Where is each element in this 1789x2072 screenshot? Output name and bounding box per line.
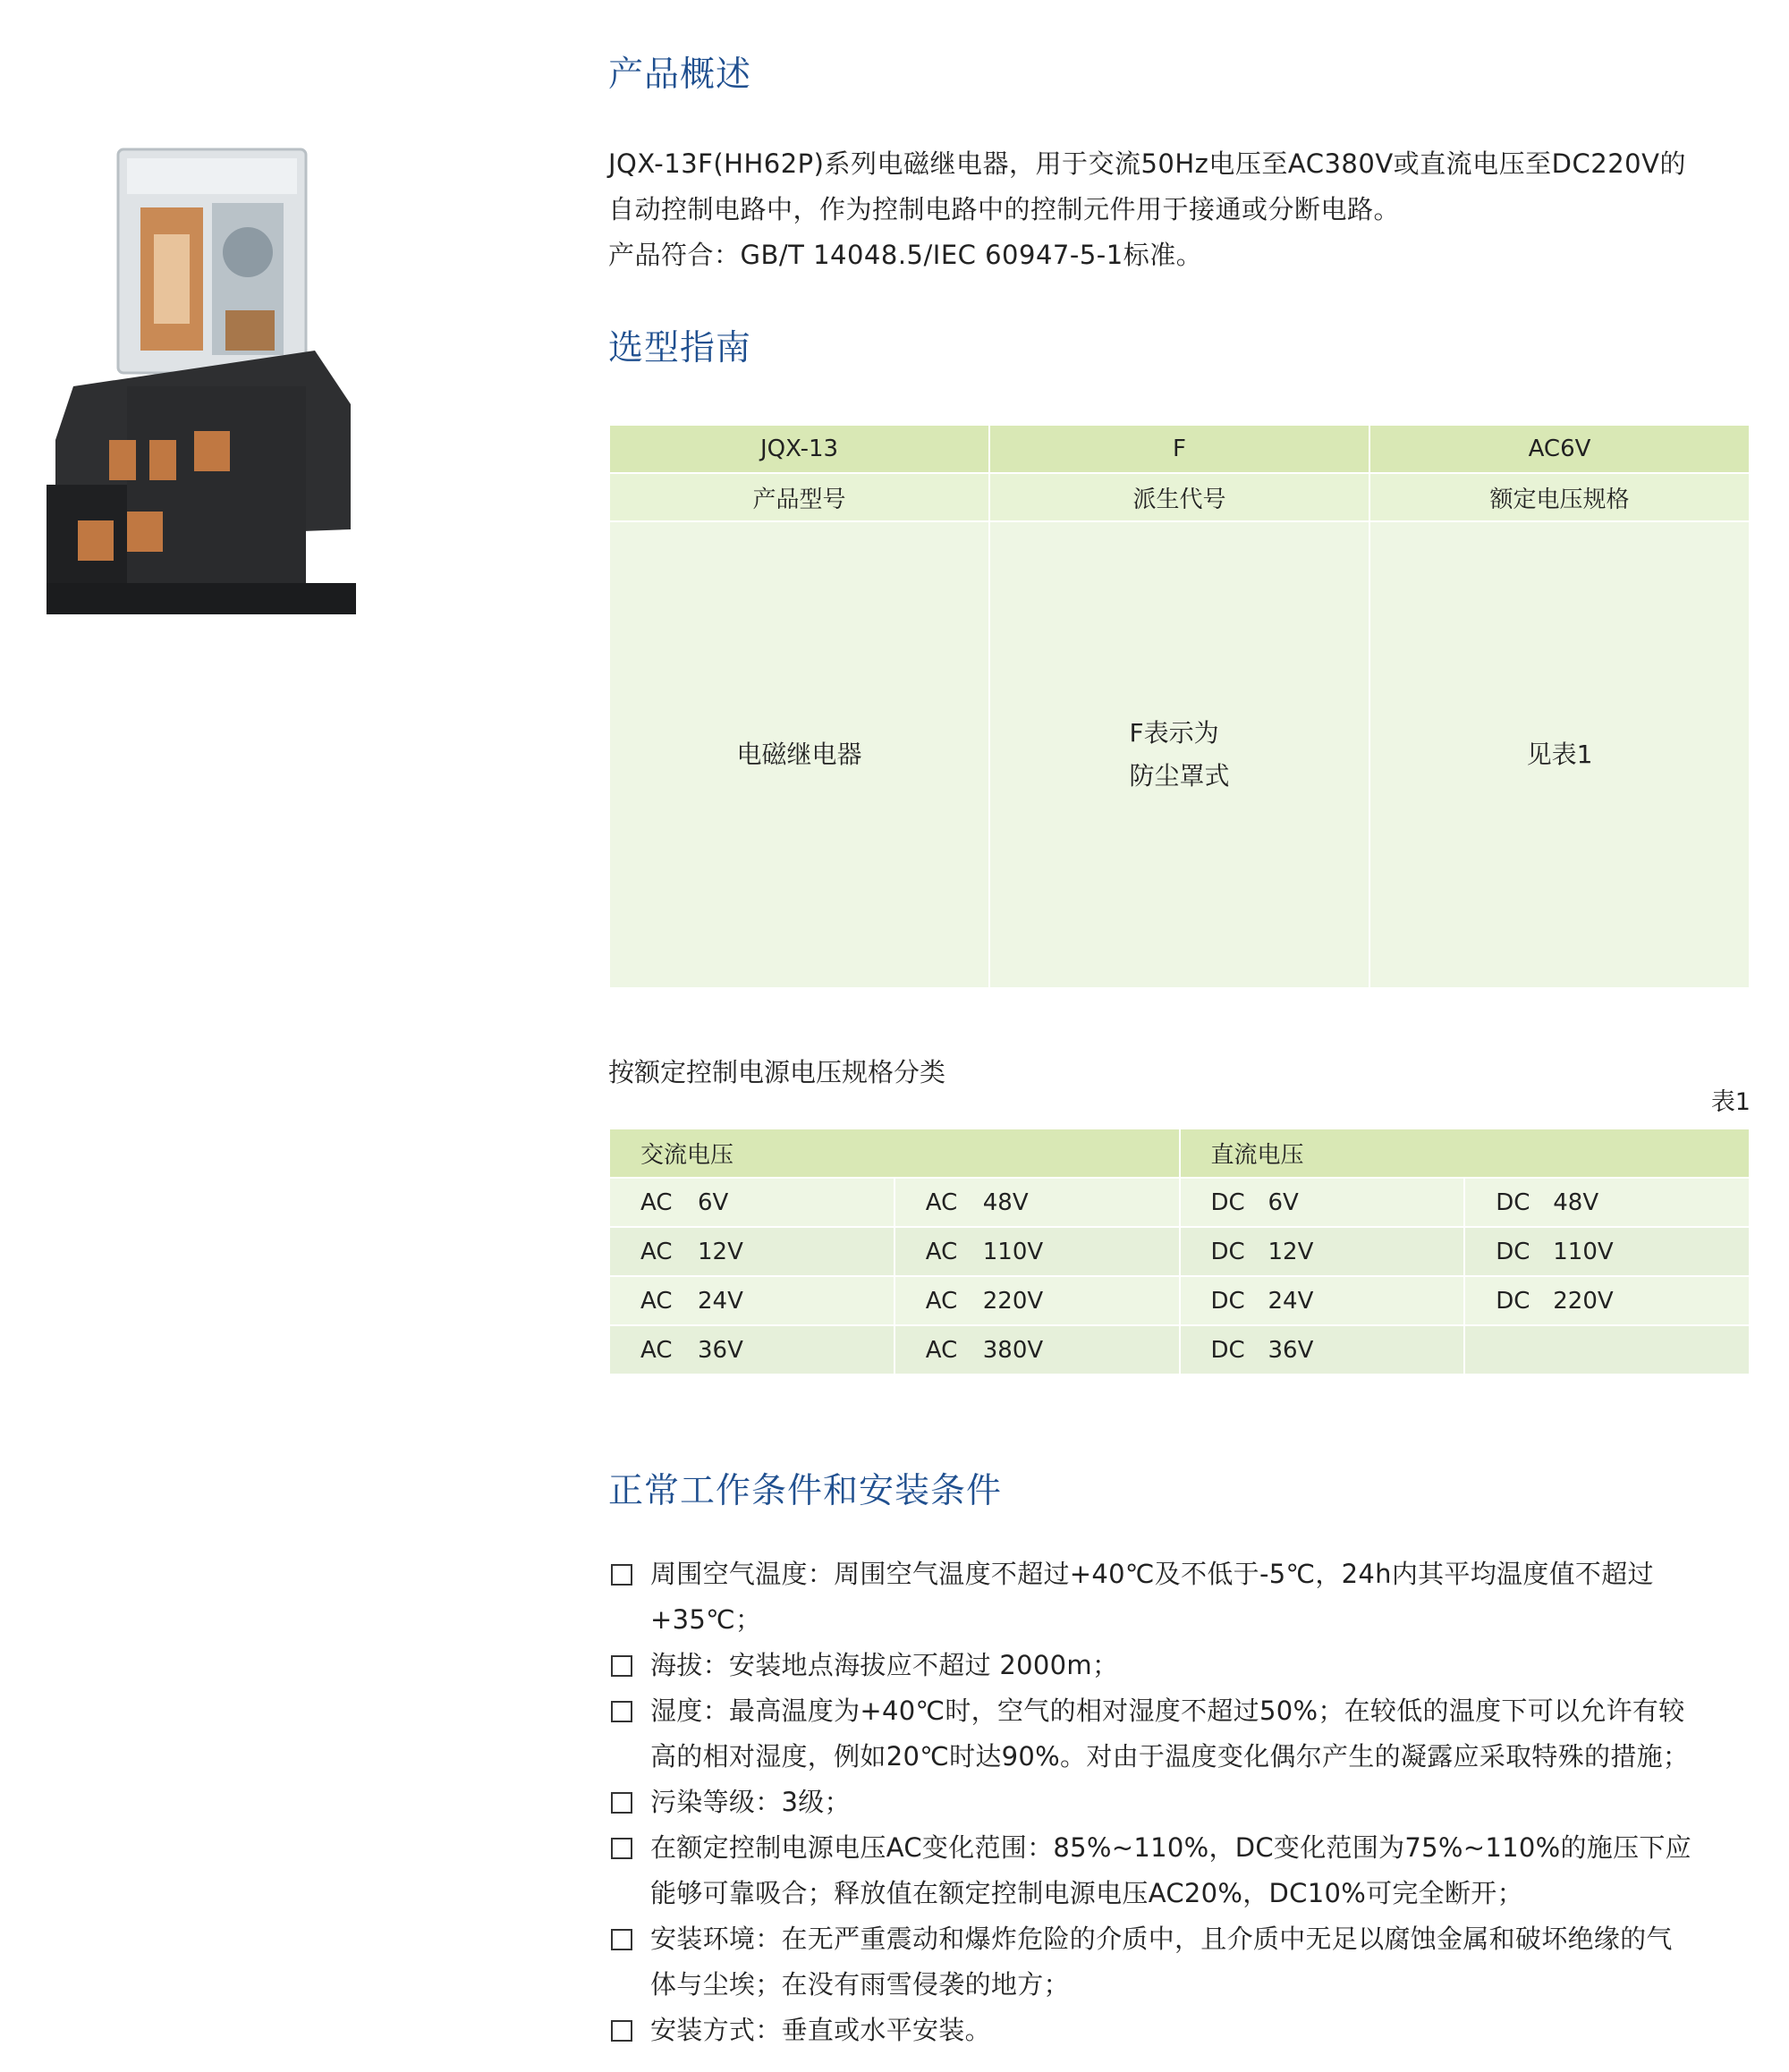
voltage-cell: AC 24V bbox=[609, 1276, 894, 1325]
voltage-desc: 见表1 bbox=[1526, 740, 1593, 769]
voltage-cell: AC 12V bbox=[609, 1227, 894, 1276]
model-desc-cell bbox=[609, 521, 989, 987]
voltage-cell: AC 36V bbox=[609, 1325, 894, 1374]
selection-heading: 选型指南 bbox=[608, 328, 752, 368]
voltage-code-cell: AC6V bbox=[1369, 426, 1750, 473]
voltage-table-title: 按额定控制电源电压规格分类 bbox=[608, 1057, 946, 1087]
voltage-cell: AC 6V bbox=[609, 1178, 894, 1227]
voltage-table bbox=[608, 1128, 1751, 1375]
voltage-cell-empty bbox=[1464, 1325, 1750, 1374]
model-label-cell: 产品型号 bbox=[609, 473, 989, 521]
overview-line: 产品符合：GB/T 14048.5/IEC 60947-5-1标准。 bbox=[608, 240, 1203, 270]
dc-voltage-header: 直流电压 bbox=[1180, 1129, 1751, 1178]
table-number: 表1 bbox=[1710, 1088, 1751, 1116]
selection-table bbox=[608, 426, 1751, 987]
checkbox-icon bbox=[611, 1701, 632, 1722]
table-row bbox=[609, 1276, 1750, 1325]
model-code-cell: JQX-13 bbox=[609, 426, 989, 473]
overview-line: JQX-13F(HH62P)系列电磁继电器，用于交流50Hz电压至AC380V或直流电压至DC220V的 bbox=[608, 148, 1686, 179]
derivative-desc-line: F表示为 bbox=[1129, 718, 1219, 748]
derivative-desc-cell bbox=[989, 521, 1369, 987]
conditions-heading: 正常工作条件和安装条件 bbox=[608, 1471, 1003, 1511]
voltage-cell: DC 12V bbox=[1180, 1227, 1465, 1276]
model-desc: 电磁继电器 bbox=[736, 740, 862, 769]
voltage-cell: DC 48V bbox=[1464, 1178, 1750, 1227]
checkbox-icon bbox=[611, 1929, 632, 1950]
list-item: 安装方式：垂直或水平安装。 bbox=[608, 2008, 1762, 2053]
list-item: 安装环境：在无严重震动和爆炸危险的介质中，且介质中无足以腐蚀金属和破坏绝缘的气 体与尘埃；在没有雨雪侵袭的地方； bbox=[608, 1916, 1762, 2008]
voltage-cell: DC 6V bbox=[1180, 1178, 1465, 1227]
voltage-cell: DC 220V bbox=[1464, 1276, 1750, 1325]
voltage-desc-cell bbox=[1369, 521, 1750, 987]
voltage-cell: DC 36V bbox=[1180, 1325, 1465, 1374]
voltage-cell: AC 220V bbox=[894, 1276, 1180, 1325]
list-item: 湿度：最高温度为+40℃时，空气的相对湿度不超过50%；在较低的温度下可以允许有较 高的相对湿度，例如20℃时达90%。对由于温度变化偶尔产生的凝露应采取特殊的措施； bbox=[608, 1688, 1762, 1780]
overview-line: 自动控制电路中，作为控制电路中的控制元件用于接通或分断电路。 bbox=[608, 194, 1401, 224]
table-row bbox=[609, 1227, 1750, 1276]
derivative-code-cell: F bbox=[989, 426, 1369, 473]
voltage-label-cell: 额定电压规格 bbox=[1369, 473, 1750, 521]
derivative-label-cell: 派生代号 bbox=[989, 473, 1369, 521]
voltage-cell: AC 48V bbox=[894, 1178, 1180, 1227]
overview-text bbox=[608, 141, 1686, 278]
voltage-cell: AC 380V bbox=[894, 1325, 1180, 1374]
ac-voltage-header: 交流电压 bbox=[609, 1129, 1180, 1178]
list-item: 污染等级：3级； bbox=[608, 1780, 1762, 1825]
list-item: 海拔：安装地点海拔应不超过 2000m； bbox=[608, 1643, 1762, 1688]
derivative-desc-line: 防尘罩式 bbox=[1129, 761, 1230, 791]
table-row bbox=[609, 1325, 1750, 1374]
checkbox-icon bbox=[611, 2020, 632, 2042]
checkbox-icon bbox=[611, 1655, 632, 1677]
checkbox-icon bbox=[611, 1792, 632, 1814]
voltage-cell: DC 24V bbox=[1180, 1276, 1465, 1325]
relay-product-image bbox=[47, 145, 356, 614]
voltage-cell: AC 110V bbox=[894, 1227, 1180, 1276]
checkbox-icon bbox=[611, 1838, 632, 1859]
list-item: 在额定控制电源电压AC变化范围：85%~110%，DC变化范围为75%~110%的施压下应 能够可靠吸合；释放值在额定控制电源电压AC20%，DC10%可完全断开； bbox=[608, 1825, 1762, 1916]
overview-heading: 产品概述 bbox=[608, 55, 752, 95]
list-item: 周围空气温度：周围空气温度不超过+40℃及不低于-5℃，24h内其平均温度值不超过+35℃； bbox=[608, 1552, 1762, 1643]
voltage-cell: DC 110V bbox=[1464, 1227, 1750, 1276]
table-row bbox=[609, 1178, 1750, 1227]
checkbox-icon bbox=[611, 1564, 632, 1586]
conditions-list bbox=[608, 1552, 1762, 2053]
